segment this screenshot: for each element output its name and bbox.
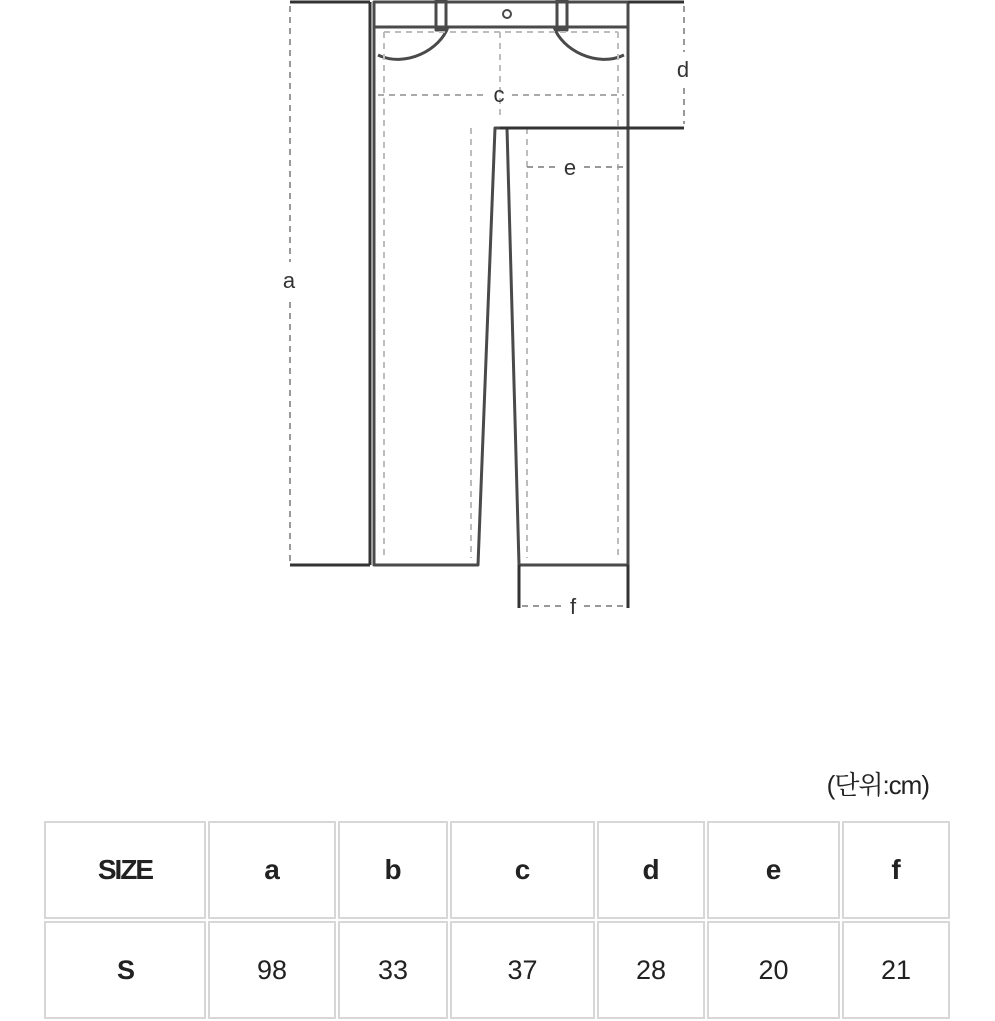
value-b: 33 [338,921,448,1019]
button-icon [503,10,511,18]
size-cell: S [44,921,206,1019]
header-size: SIZE [44,821,206,919]
label-f: f [569,594,577,619]
measure-a [283,2,370,565]
measure-f [519,565,628,619]
measure-c [378,82,624,107]
header-f: f [842,821,950,919]
waistband [374,2,628,27]
measure-d [500,2,689,128]
value-e: 20 [707,921,840,1019]
header-d: d [597,821,705,919]
header-b: b [338,821,448,919]
label-c: c [493,82,505,107]
measure-e [527,155,624,180]
table-row [44,921,950,1019]
header-e: e [707,821,840,919]
value-d: 28 [597,921,705,1019]
pants-outline [374,27,628,565]
header-a: a [208,821,336,919]
header-c: c [450,821,595,919]
unit-note: (단위:cm) [826,770,929,800]
value-a: 98 [208,921,336,1019]
size-table [42,819,952,1021]
label-e: e [563,155,577,180]
table-header-row [44,821,950,919]
value-f: 21 [842,921,950,1019]
value-c: 37 [450,921,595,1019]
label-d: d [676,57,690,82]
label-a: a [282,268,296,293]
